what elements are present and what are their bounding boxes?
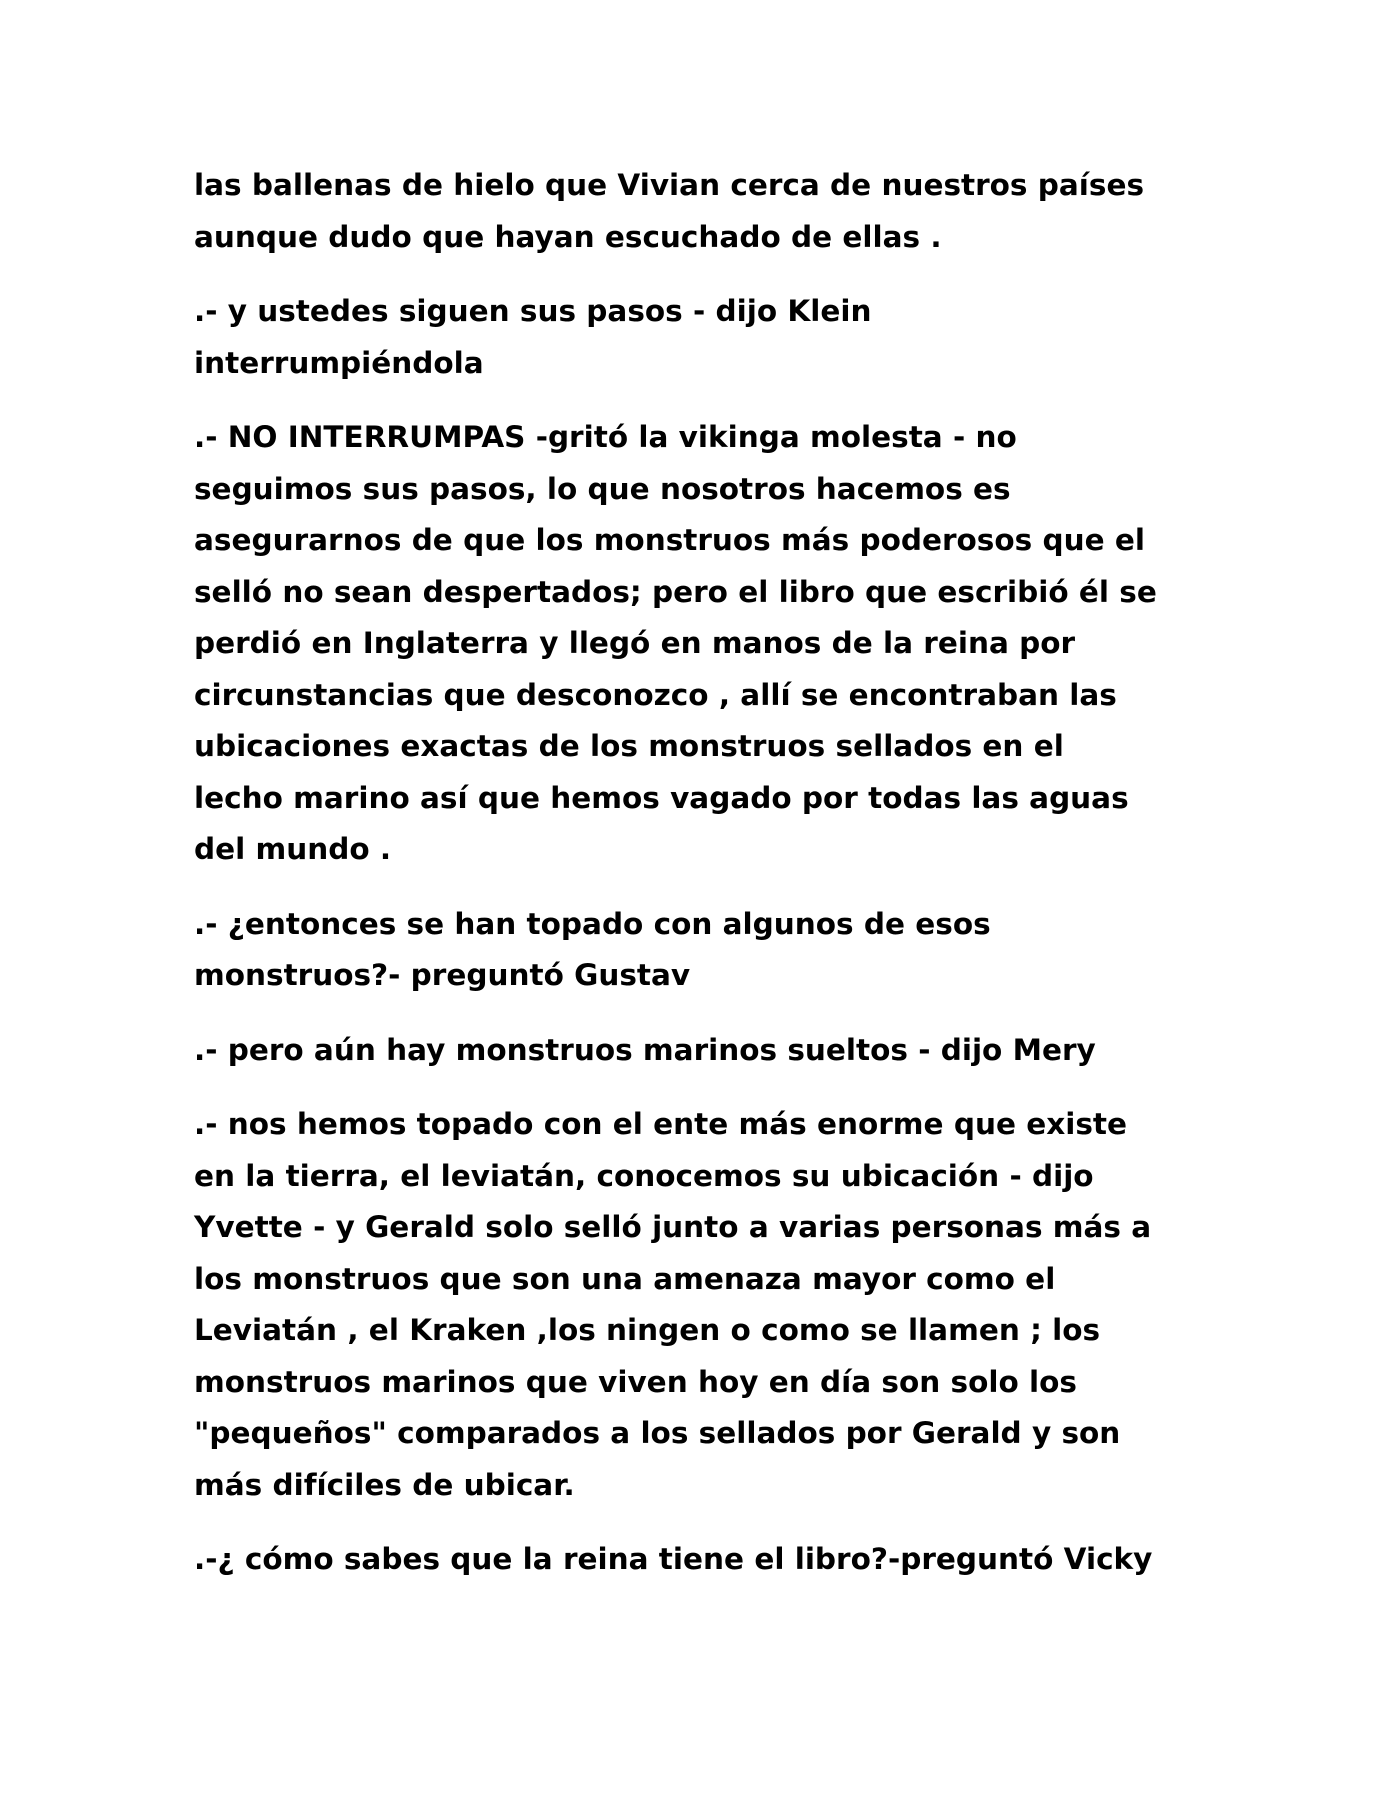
paragraph-dialogue-klein [194, 286, 1224, 389]
text-line: seguimos sus pasos, lo que nosotros hacemos es [194, 471, 1011, 506]
text-line: lecho marino así que hemos vagado por todas las aguas [194, 780, 1129, 815]
text-line: en la tierra, el leviatán, conocemos su ubicación - dijo [194, 1158, 1094, 1193]
text-line: aunque dudo que hayan escuchado de ellas . [194, 219, 942, 254]
text-line: ubicaciones exactas de los monstruos sellados en el [194, 729, 1064, 763]
text-line: Yvette - y Gerald solo selló junto a varias personas más a [194, 1210, 1152, 1244]
text-line: .- pero aún hay monstruos marinos sueltos - dijo Mery [194, 1032, 1096, 1067]
text-line: .- nos hemos topado con el ente más enorme que existe [194, 1107, 1128, 1141]
paragraph-dialogue-yvette [194, 1099, 1224, 1511]
text-line: selló no sean despertados; pero el libro que escribió él se [194, 574, 1157, 609]
paragraph-dialogue-mery [194, 1025, 1224, 1077]
text-line: "pequeños" comparados a los sellados por Gerald y son [194, 1416, 1121, 1450]
paragraph-dialogue-vikinga [194, 412, 1224, 876]
paragraph-dialogue-vicky [194, 1534, 1224, 1586]
text-line: perdió en Inglaterra y llegó en manos de la reina por [194, 626, 1076, 660]
text-line: monstruos marinos que viven hoy en día son solo los [194, 1364, 1077, 1399]
text-line: más difíciles de ubicar. [194, 1467, 575, 1502]
document-body [194, 160, 1224, 1609]
text-line: monstruos?- preguntó Gustav [194, 958, 691, 992]
text-line: .-¿ cómo sabes que la reina tiene el libro?-preguntó Vicky [194, 1542, 1153, 1576]
paragraph-narration [194, 160, 1224, 263]
text-line: .- ¿entonces se han topado con algunos de esos [194, 906, 991, 941]
text-line: las ballenas de hielo que Vivian cerca de nuestros países [194, 168, 1145, 202]
text-line: asegurarnos de que los monstruos más poderosos que el [194, 523, 1145, 557]
text-line: Leviatán , el Kraken ,los ningen o como se llamen ; los [194, 1313, 1101, 1347]
text-line: los monstruos que son una amenaza mayor como el [194, 1261, 1056, 1296]
text-line: .- y ustedes siguen sus pasos - dijo Klein [194, 294, 872, 328]
text-line: .- NO INTERRUMPAS -gritó la vikinga molesta - no [194, 420, 1017, 454]
text-line: circunstancias que desconozco , allí se encontraban las [194, 677, 1117, 712]
paragraph-dialogue-gustav [194, 899, 1224, 1002]
text-line: del mundo . [194, 832, 392, 866]
text-line: interrumpiéndola [194, 345, 484, 380]
